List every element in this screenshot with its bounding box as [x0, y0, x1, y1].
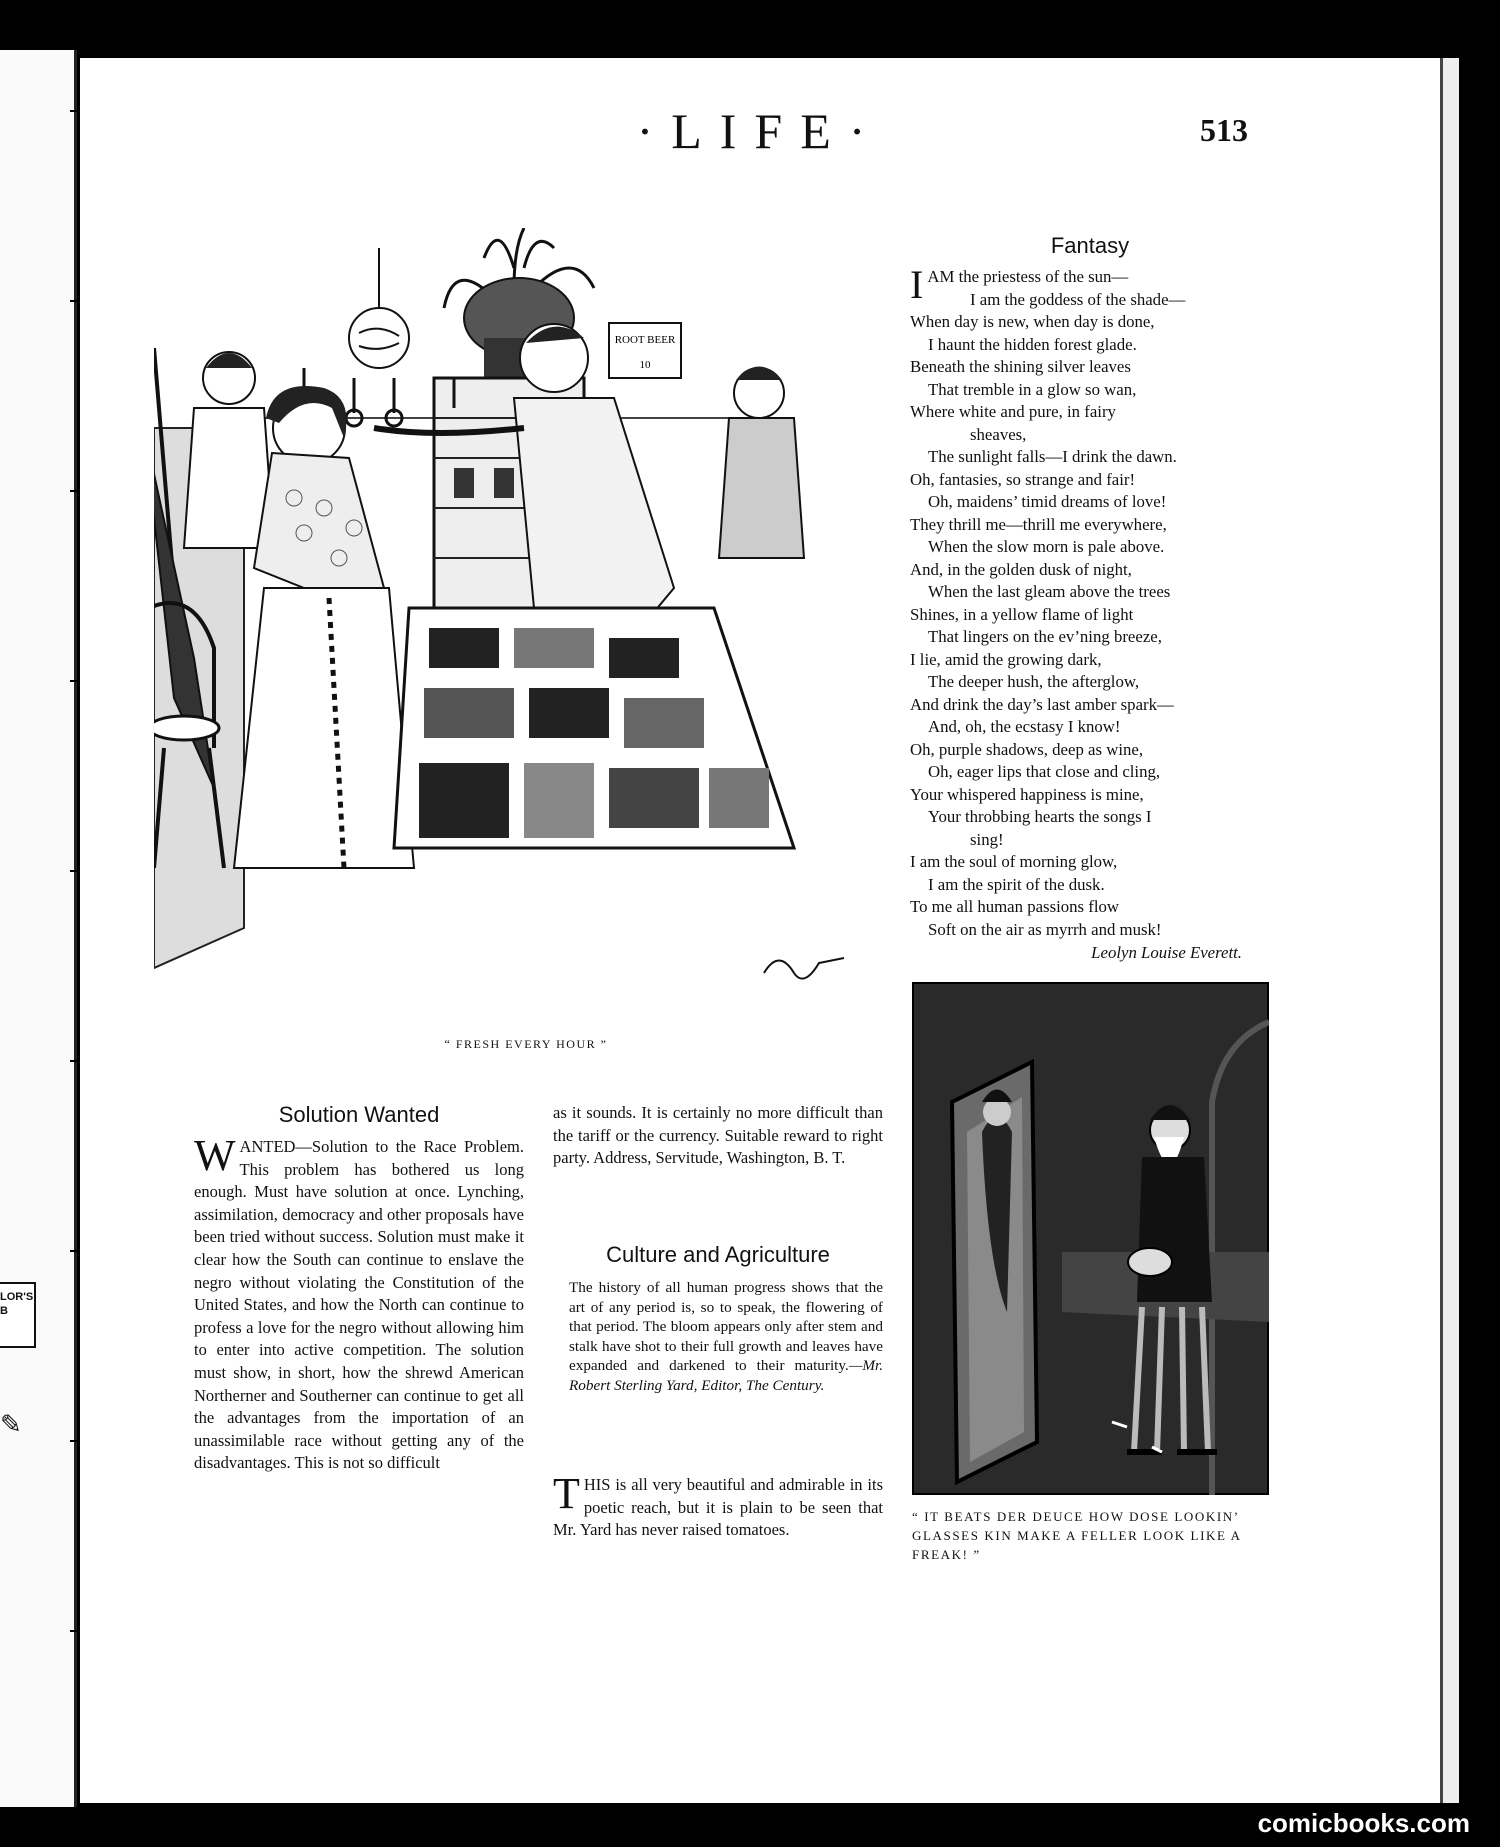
- fantasy-title: Fantasy: [1050, 233, 1130, 258]
- poem-line: Oh, fantasies, so strange and fair!: [910, 469, 1136, 489]
- masthead: ·LIFE·: [636, 103, 884, 159]
- poem-line: That lingers on the ev’ning breeze,: [928, 627, 1162, 646]
- watermark: comicbooks.com: [1257, 1808, 1470, 1838]
- poem-line: I lie, amid the growing dark,: [910, 649, 1102, 669]
- poem-line: Shines, in a yellow flame of light: [910, 604, 1134, 624]
- solution-wanted-column-1: WANTED—Solution to the Race Problem. This problem has bothered us long enough. Must have solution at once. Lynching, assimilation, democracy and other proposals have been tried without success. Solution must make it clear how the South can continue to enslave the negro without violating the Constitution of the United States, and how the North can continue to profess a love for the negro without allowing him to enter into active competition. The solution must show, in short, how the shrewd American Northerner and Southerner can continue to get all the advantages from the importation of an unassimilable race without getting any of the disadvantages. This is not so difficult: [194, 1131, 524, 1473]
- culture-quote: The history of all human progress shows that the art of any period is, so to speak, the flowering of that period. The bloom appears only after stem and stalk have shot to their full growth and leaves have expanded and darkened to their maturity.—Mr. Robert Sterling Yard, Editor, The Century.: [569, 1279, 883, 1394]
- previous-page-edge: [0, 50, 77, 1807]
- poem-line: Your whispered happiness is mine,: [910, 784, 1144, 804]
- poem-line: I am the spirit of the dusk.: [928, 874, 1105, 894]
- poem-line: The sunlight falls—I drink the dawn.: [928, 447, 1177, 466]
- poem-line: Your throbbing hearts the songs I: [928, 807, 1152, 826]
- poem-line: sing!: [970, 829, 1004, 849]
- price-sign: 10: [639, 359, 651, 371]
- previous-page-pen-icon: ✎: [0, 1410, 22, 1439]
- poem-line: When the last gleam above the trees: [928, 582, 1171, 601]
- poem-line: I am the goddess of the shade—: [970, 289, 1186, 309]
- candy-counter-illustration: [154, 228, 898, 1023]
- poem-line: They thrill me—thrill me everywhere,: [910, 514, 1167, 534]
- fantasy-poem: [910, 262, 1242, 941]
- poem-line: And, in the golden dusk of night,: [910, 559, 1132, 579]
- fantasy-signature: Leolyn Louise Everett.: [1091, 943, 1242, 962]
- culture-title: Culture and Agriculture: [606, 1242, 830, 1267]
- poem-line: sheaves,: [970, 424, 1027, 444]
- poem-line: I haunt the hidden forest glade.: [928, 334, 1137, 354]
- page-edge: [1440, 58, 1459, 1803]
- dropcap-t: T: [553, 1469, 580, 1518]
- mirror-cartoon-caption: “ IT BEATS DER DEUCE HOW DOSE LOOKIN’ GLASSES KIN MAKE A FELLER LOOK LIKE A FREAK! ”: [912, 1509, 1241, 1562]
- poem-line: That tremble in a glow so wan,: [928, 379, 1137, 399]
- poem-line: I am the soul of morning glow,: [910, 852, 1118, 871]
- poem-line: Oh, maidens’ timid dreams of love!: [928, 492, 1167, 511]
- poem-line: Where white and pure, in fairy: [910, 402, 1116, 421]
- dropcap-w: W: [194, 1131, 236, 1180]
- mirror-cartoon-illustration: [912, 982, 1269, 1495]
- solution-wanted-title: Solution Wanted: [278, 1102, 440, 1127]
- poem-line: And drink the day’s last amber spark—: [910, 694, 1174, 714]
- poem-line: When day is new, when day is done,: [910, 312, 1155, 331]
- poem-line: And, oh, the ecstasy I know!: [928, 717, 1121, 736]
- cartoon-caption-fresh-every-hour: “ FRESH EVERY HOUR ”: [444, 1037, 608, 1051]
- poem-line: When the slow morn is pale above.: [928, 537, 1165, 556]
- poem-line: Beneath the shining silver leaves: [910, 357, 1131, 376]
- previous-page-ad-fragment: LOR'S B: [0, 1282, 36, 1348]
- page-number: 513: [1200, 112, 1248, 148]
- poem-line: IAM the priestess of the sun—: [910, 262, 1129, 307]
- poem-line: Oh, eager lips that close and cling,: [928, 762, 1161, 781]
- dropcap-i: I: [910, 262, 924, 307]
- poem-line: Oh, purple shadows, deep as wine,: [910, 739, 1144, 759]
- poem-line: To me all human passions flow: [910, 897, 1120, 916]
- scan-border-top: [0, 0, 1500, 60]
- poem-line: The deeper hush, the afterglow,: [928, 672, 1140, 691]
- poem-line: Soft on the air as myrrh and musk!: [928, 919, 1162, 939]
- root-beer-sign: ROOT BEER: [614, 334, 676, 346]
- solution-wanted-column-2: as it sounds. It is certainly no more difficult than the tariff or the currency. Suitable reward to right party. Address, Servitude, Washington, B. T.: [553, 1103, 883, 1168]
- culture-body: THIS is all very beautiful and admirable in its poetic reach, but it is plain to be seen that Mr. Yard has never raised tomatoes.: [553, 1469, 883, 1540]
- culture-attribution: —Mr. Robert Sterling Yard, Editor, The Century.: [569, 1357, 883, 1394]
